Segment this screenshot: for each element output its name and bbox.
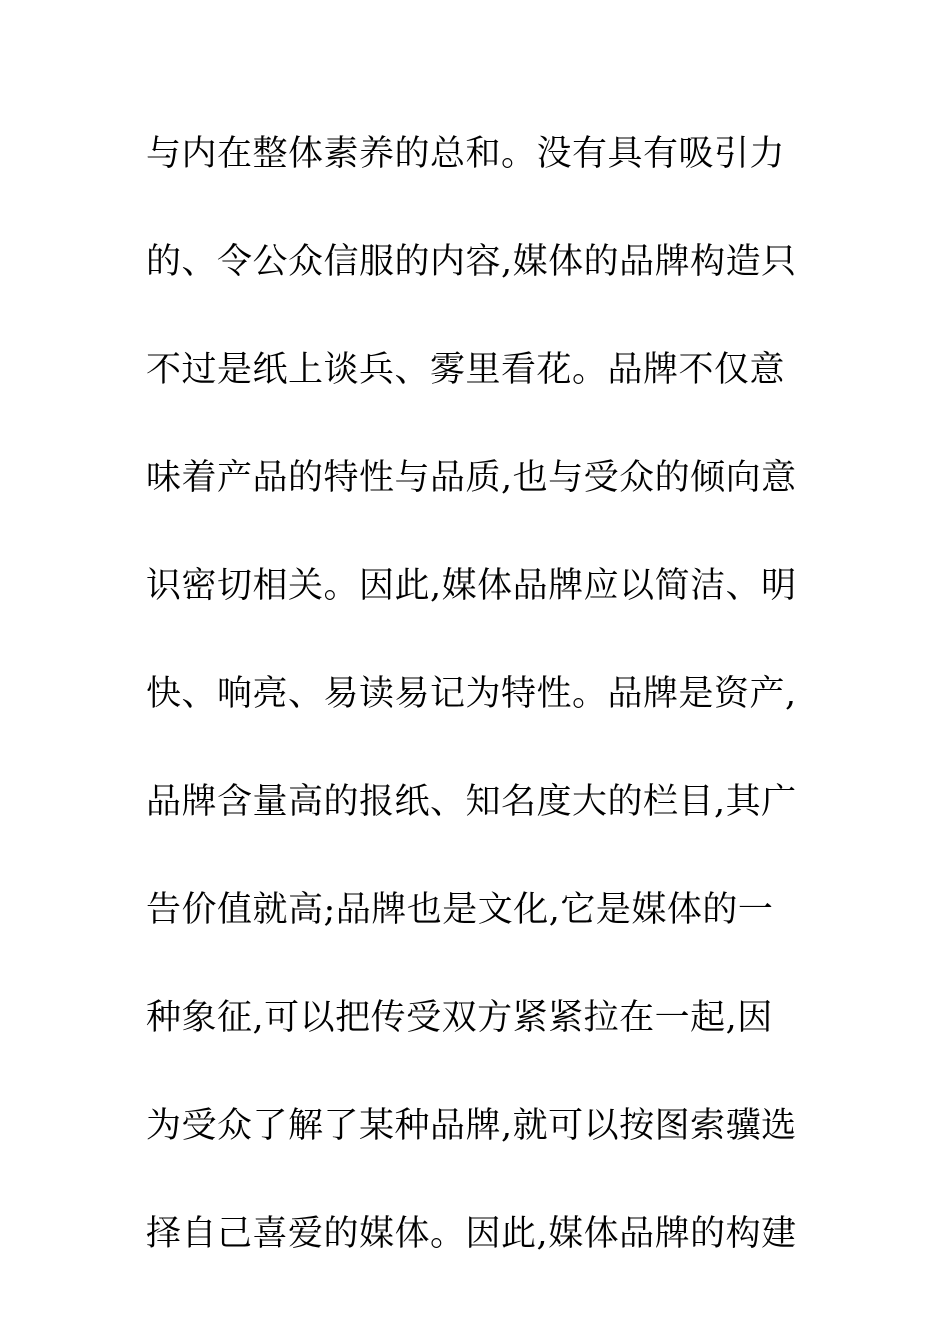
text-line-4: 味着产品的特性与品质,也与受众的倾向意 [146,458,797,498]
text-line-6: 快、响亮、易读易记为特性。品牌是资产, [146,674,797,714]
text-line-7: 品牌含量高的报纸、知名度大的栏目,其广 [146,782,797,822]
text-line-5: 识密切相关。因此,媒体品牌应以简洁、明 [146,566,797,606]
text-line-1: 与内在整体素养的总和。没有具有吸引力 [146,134,786,174]
body-text [146,126,806,1314]
text-line-9: 种象征,可以把传受双方紧紧拉在一起,因 [146,998,773,1038]
text-line-10: 为受众了解了某种品牌,就可以按图索骥选 [146,1106,797,1146]
text-line-11: 择自己喜爱的媒体。因此,媒体品牌的构建 [146,1214,797,1254]
text-line-3: 不过是纸上谈兵、雾里看花。品牌不仅意 [146,350,786,390]
text-line-2: 的、令公众信服的内容,媒体的品牌构造只 [146,242,797,282]
text-line-8: 告价值就高;品牌也是文化,它是媒体的一 [146,890,774,930]
